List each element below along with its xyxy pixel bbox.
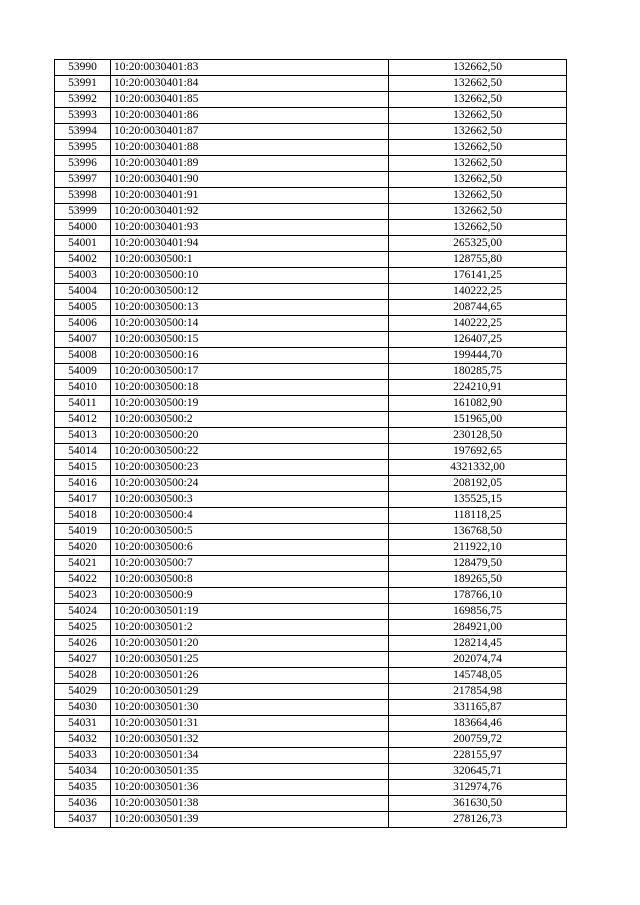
row-number-cell: 53995 [55, 140, 111, 156]
cadastral-number-cell: 10:20:0030501:29 [111, 684, 389, 700]
value-cell: 197692,65 [389, 444, 567, 460]
row-number-cell: 54009 [55, 364, 111, 380]
value-cell: 132662,50 [389, 60, 567, 76]
table-row [55, 140, 567, 156]
row-number-cell: 53991 [55, 76, 111, 92]
cadastral-number-cell: 10:20:0030501:2 [111, 620, 389, 636]
table-row [55, 604, 567, 620]
cadastral-number-cell: 10:20:0030500:20 [111, 428, 389, 444]
cadastral-number-cell: 10:20:0030500:13 [111, 300, 389, 316]
table-row [55, 460, 567, 476]
table-body [55, 60, 567, 828]
value-cell: 320645,71 [389, 764, 567, 780]
value-cell: 126407,25 [389, 332, 567, 348]
row-number-cell: 54034 [55, 764, 111, 780]
table-row [55, 684, 567, 700]
row-number-cell: 54036 [55, 796, 111, 812]
table-row [55, 172, 567, 188]
value-cell: 230128,50 [389, 428, 567, 444]
table-row [55, 476, 567, 492]
value-cell: 140222,25 [389, 316, 567, 332]
table-row [55, 412, 567, 428]
row-number-cell: 54017 [55, 492, 111, 508]
table-row [55, 108, 567, 124]
row-number-cell: 54019 [55, 524, 111, 540]
table-row [55, 300, 567, 316]
row-number-cell: 54002 [55, 252, 111, 268]
row-number-cell: 54000 [55, 220, 111, 236]
cadastral-number-cell: 10:20:0030401:92 [111, 204, 389, 220]
value-cell: 140222,25 [389, 284, 567, 300]
value-cell: 200759,72 [389, 732, 567, 748]
table-row [55, 508, 567, 524]
cadastral-number-cell: 10:20:0030401:90 [111, 172, 389, 188]
value-cell: 135525,15 [389, 492, 567, 508]
table-row [55, 492, 567, 508]
cadastral-number-cell: 10:20:0030500:8 [111, 572, 389, 588]
table-row [55, 636, 567, 652]
row-number-cell: 53996 [55, 156, 111, 172]
value-cell: 331165,87 [389, 700, 567, 716]
table-row [55, 60, 567, 76]
row-number-cell: 53994 [55, 124, 111, 140]
value-cell: 183664,46 [389, 716, 567, 732]
table-row [55, 284, 567, 300]
row-number-cell: 54004 [55, 284, 111, 300]
value-cell: 284921,00 [389, 620, 567, 636]
row-number-cell: 54021 [55, 556, 111, 572]
cadastral-number-cell: 10:20:0030501:26 [111, 668, 389, 684]
value-cell: 224210,91 [389, 380, 567, 396]
cadastral-number-cell: 10:20:0030401:85 [111, 92, 389, 108]
cadastral-number-cell: 10:20:0030501:20 [111, 636, 389, 652]
table-row [55, 524, 567, 540]
row-number-cell: 54022 [55, 572, 111, 588]
cadastral-number-cell: 10:20:0030500:2 [111, 412, 389, 428]
table-row [55, 268, 567, 284]
cadastral-number-cell: 10:20:0030501:36 [111, 780, 389, 796]
table-row [55, 748, 567, 764]
table-row [55, 572, 567, 588]
row-number-cell: 53999 [55, 204, 111, 220]
row-number-cell: 54027 [55, 652, 111, 668]
document-page [54, 59, 566, 828]
table-row [55, 620, 567, 636]
cadastral-number-cell: 10:20:0030500:10 [111, 268, 389, 284]
cadastral-number-cell: 10:20:0030500:7 [111, 556, 389, 572]
value-cell: 132662,50 [389, 140, 567, 156]
table-row [55, 348, 567, 364]
value-cell: 118118,25 [389, 508, 567, 524]
table-row [55, 444, 567, 460]
table-row [55, 396, 567, 412]
table-row [55, 252, 567, 268]
row-number-cell: 54007 [55, 332, 111, 348]
value-cell: 312974,76 [389, 780, 567, 796]
cadastral-number-cell: 10:20:0030500:12 [111, 284, 389, 300]
cadastral-number-cell: 10:20:0030500:14 [111, 316, 389, 332]
cadastral-number-cell: 10:20:0030500:4 [111, 508, 389, 524]
cadastral-number-cell: 10:20:0030500:17 [111, 364, 389, 380]
row-number-cell: 54020 [55, 540, 111, 556]
table-row [55, 316, 567, 332]
value-cell: 189265,50 [389, 572, 567, 588]
value-cell: 265325,00 [389, 236, 567, 252]
row-number-cell: 54033 [55, 748, 111, 764]
cadastral-number-cell: 10:20:0030500:19 [111, 396, 389, 412]
data-table [54, 59, 567, 828]
cadastral-number-cell: 10:20:0030401:89 [111, 156, 389, 172]
cadastral-number-cell: 10:20:0030500:9 [111, 588, 389, 604]
value-cell: 128214,45 [389, 636, 567, 652]
cadastral-number-cell: 10:20:0030501:31 [111, 716, 389, 732]
cadastral-number-cell: 10:20:0030401:94 [111, 236, 389, 252]
row-number-cell: 54012 [55, 412, 111, 428]
table-row [55, 540, 567, 556]
cadastral-number-cell: 10:20:0030501:19 [111, 604, 389, 620]
table-row [55, 204, 567, 220]
table-row [55, 332, 567, 348]
value-cell: 169856,75 [389, 604, 567, 620]
table-row [55, 700, 567, 716]
value-cell: 178766,10 [389, 588, 567, 604]
value-cell: 132662,50 [389, 220, 567, 236]
table-row [55, 732, 567, 748]
value-cell: 361630,50 [389, 796, 567, 812]
value-cell: 208744,65 [389, 300, 567, 316]
cadastral-number-cell: 10:20:0030500:15 [111, 332, 389, 348]
table-row [55, 428, 567, 444]
cadastral-number-cell: 10:20:0030500:24 [111, 476, 389, 492]
cadastral-number-cell: 10:20:0030501:38 [111, 796, 389, 812]
row-number-cell: 54010 [55, 380, 111, 396]
value-cell: 132662,50 [389, 172, 567, 188]
row-number-cell: 54032 [55, 732, 111, 748]
value-cell: 228155,97 [389, 748, 567, 764]
row-number-cell: 54006 [55, 316, 111, 332]
row-number-cell: 54008 [55, 348, 111, 364]
table-row [55, 764, 567, 780]
cadastral-number-cell: 10:20:0030501:34 [111, 748, 389, 764]
value-cell: 151965,00 [389, 412, 567, 428]
table-row [55, 556, 567, 572]
table-row [55, 796, 567, 812]
row-number-cell: 54005 [55, 300, 111, 316]
row-number-cell: 54014 [55, 444, 111, 460]
row-number-cell: 54016 [55, 476, 111, 492]
value-cell: 132662,50 [389, 156, 567, 172]
table-row [55, 76, 567, 92]
cadastral-number-cell: 10:20:0030500:6 [111, 540, 389, 556]
value-cell: 176141,25 [389, 268, 567, 284]
row-number-cell: 53998 [55, 188, 111, 204]
value-cell: 180285,75 [389, 364, 567, 380]
table-row [55, 124, 567, 140]
row-number-cell: 54013 [55, 428, 111, 444]
value-cell: 217854,98 [389, 684, 567, 700]
row-number-cell: 53993 [55, 108, 111, 124]
table-row [55, 220, 567, 236]
value-cell: 132662,50 [389, 188, 567, 204]
value-cell: 128755,80 [389, 252, 567, 268]
value-cell: 161082,90 [389, 396, 567, 412]
cadastral-number-cell: 10:20:0030401:93 [111, 220, 389, 236]
table-row [55, 812, 567, 828]
cadastral-number-cell: 10:20:0030501:32 [111, 732, 389, 748]
value-cell: 132662,50 [389, 76, 567, 92]
value-cell: 211922,10 [389, 540, 567, 556]
cadastral-number-cell: 10:20:0030500:3 [111, 492, 389, 508]
row-number-cell: 54029 [55, 684, 111, 700]
row-number-cell: 54023 [55, 588, 111, 604]
cadastral-number-cell: 10:20:0030500:22 [111, 444, 389, 460]
cadastral-number-cell: 10:20:0030401:91 [111, 188, 389, 204]
row-number-cell: 54024 [55, 604, 111, 620]
table-row [55, 652, 567, 668]
value-cell: 132662,50 [389, 124, 567, 140]
cadastral-number-cell: 10:20:0030500:16 [111, 348, 389, 364]
table-row [55, 588, 567, 604]
value-cell: 208192,05 [389, 476, 567, 492]
row-number-cell: 54037 [55, 812, 111, 828]
table-row [55, 92, 567, 108]
cadastral-number-cell: 10:20:0030401:83 [111, 60, 389, 76]
cadastral-number-cell: 10:20:0030501:35 [111, 764, 389, 780]
row-number-cell: 54035 [55, 780, 111, 796]
value-cell: 132662,50 [389, 92, 567, 108]
table-row [55, 716, 567, 732]
row-number-cell: 53997 [55, 172, 111, 188]
value-cell: 128479,50 [389, 556, 567, 572]
cadastral-number-cell: 10:20:0030500:23 [111, 460, 389, 476]
cadastral-number-cell: 10:20:0030401:84 [111, 76, 389, 92]
table-row [55, 780, 567, 796]
row-number-cell: 54011 [55, 396, 111, 412]
cadastral-number-cell: 10:20:0030401:86 [111, 108, 389, 124]
table-row [55, 156, 567, 172]
value-cell: 132662,50 [389, 108, 567, 124]
row-number-cell: 54001 [55, 236, 111, 252]
row-number-cell: 54026 [55, 636, 111, 652]
value-cell: 136768,50 [389, 524, 567, 540]
cadastral-number-cell: 10:20:0030500:5 [111, 524, 389, 540]
cadastral-number-cell: 10:20:0030501:25 [111, 652, 389, 668]
row-number-cell: 54003 [55, 268, 111, 284]
value-cell: 202074,74 [389, 652, 567, 668]
value-cell: 199444,70 [389, 348, 567, 364]
table-row [55, 236, 567, 252]
cadastral-number-cell: 10:20:0030401:88 [111, 140, 389, 156]
row-number-cell: 53992 [55, 92, 111, 108]
cadastral-number-cell: 10:20:0030500:18 [111, 380, 389, 396]
cadastral-number-cell: 10:20:0030401:87 [111, 124, 389, 140]
row-number-cell: 53990 [55, 60, 111, 76]
value-cell: 132662,50 [389, 204, 567, 220]
row-number-cell: 54025 [55, 620, 111, 636]
row-number-cell: 54030 [55, 700, 111, 716]
value-cell: 145748,05 [389, 668, 567, 684]
cadastral-number-cell: 10:20:0030500:1 [111, 252, 389, 268]
row-number-cell: 54015 [55, 460, 111, 476]
table-row [55, 364, 567, 380]
value-cell: 4321332,00 [389, 460, 567, 476]
table-row [55, 188, 567, 204]
table-row [55, 380, 567, 396]
row-number-cell: 54031 [55, 716, 111, 732]
row-number-cell: 54028 [55, 668, 111, 684]
table-row [55, 668, 567, 684]
row-number-cell: 54018 [55, 508, 111, 524]
value-cell: 278126,73 [389, 812, 567, 828]
cadastral-number-cell: 10:20:0030501:39 [111, 812, 389, 828]
cadastral-number-cell: 10:20:0030501:30 [111, 700, 389, 716]
